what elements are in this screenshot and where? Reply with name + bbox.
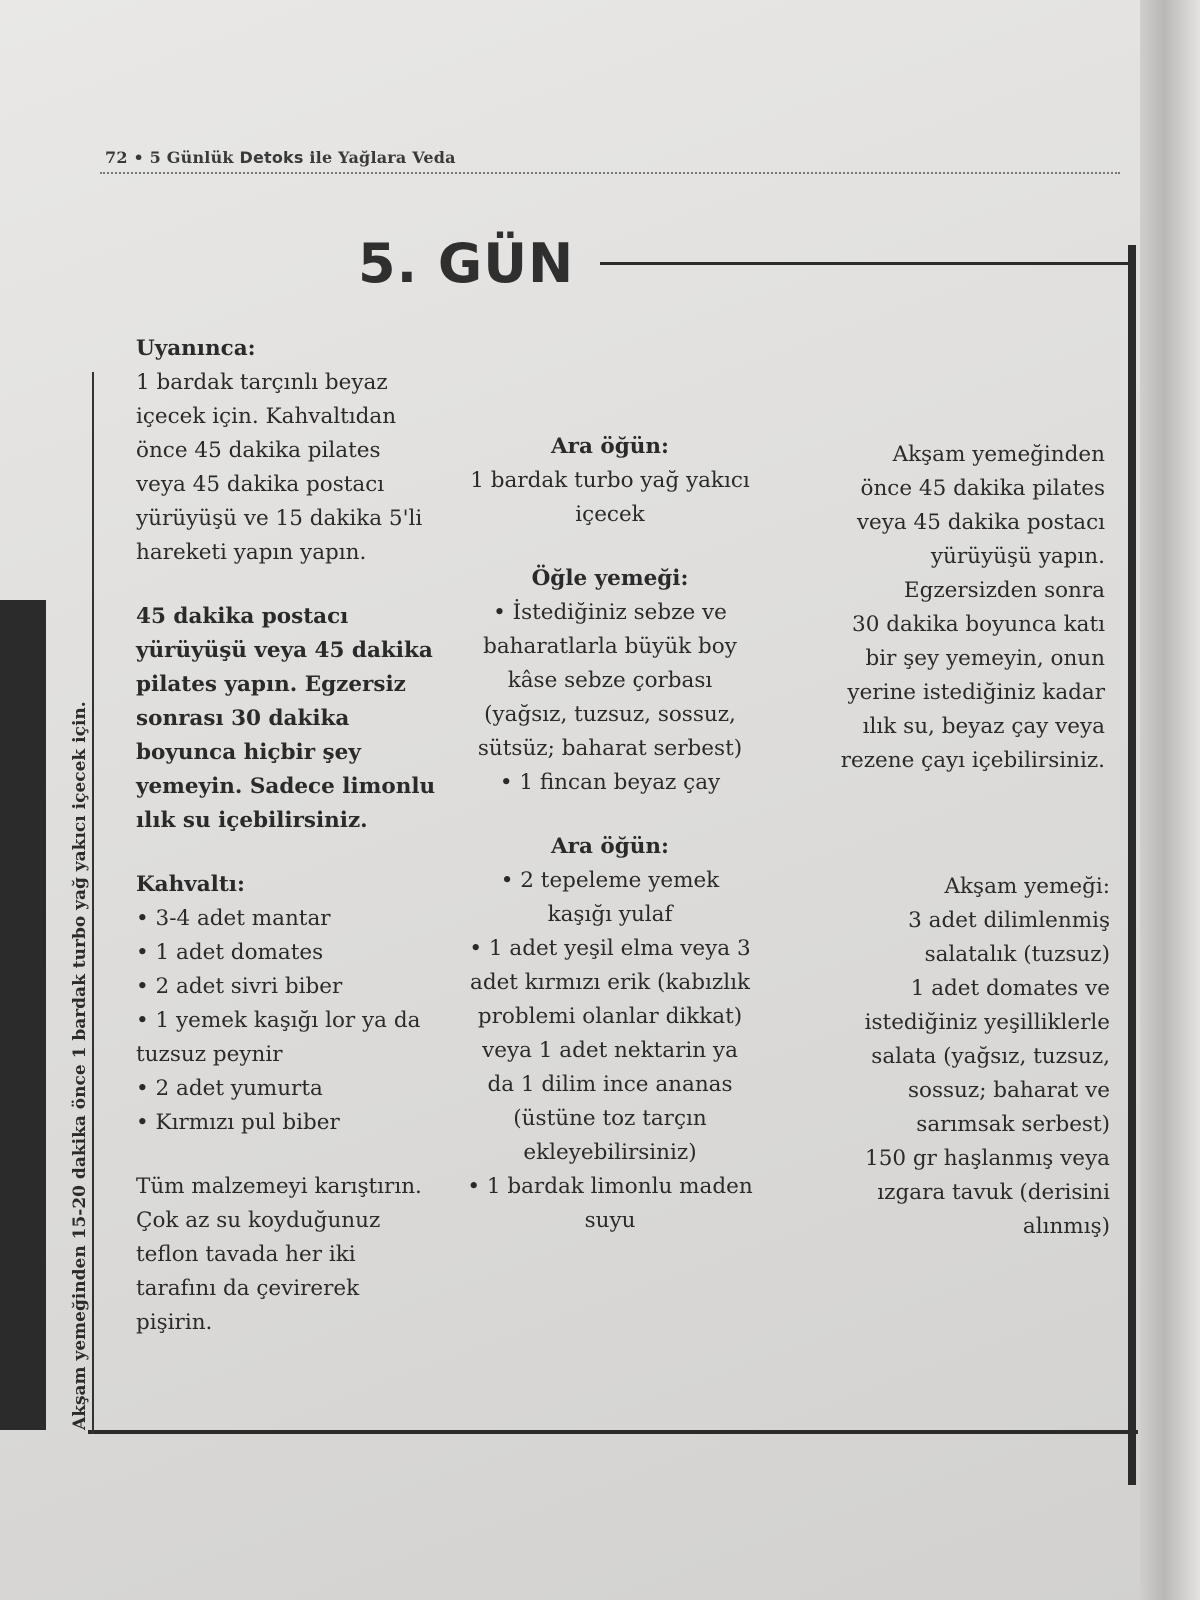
- text-line: teflon tavada her iki: [136, 1242, 356, 1267]
- text-line: yürüyüşü veya 45 dakika: [136, 638, 433, 663]
- text-line: rezene çayı içebilirsiniz.: [840, 748, 1105, 773]
- text-line: tarafını da çevirerek: [136, 1276, 360, 1301]
- text-line: içecek: [575, 502, 645, 527]
- text-line: kaşığı yulaf: [547, 902, 673, 927]
- text-line: da 1 dilim ince ananas: [487, 1072, 733, 1097]
- text-line: önce 45 dakika pilates: [860, 476, 1105, 501]
- text-line: • 2 adet sivri biber: [136, 974, 343, 999]
- day-title: 5. GÜN: [358, 232, 575, 295]
- text-line: kâse sebze çorbası: [507, 668, 713, 693]
- text-line: içecek için. Kahvaltıdan: [136, 404, 397, 429]
- header-brand: Detoks: [239, 148, 304, 167]
- text-line: yürüyüşü ve 15 dakika 5'li: [136, 506, 423, 531]
- text-line: Egzersizden sonra: [903, 578, 1105, 603]
- frame-right: [1128, 245, 1136, 1485]
- column-2: [465, 430, 755, 1238]
- ara2-list: [465, 864, 755, 1238]
- text-line: bir şey yemeyin, onun: [865, 646, 1105, 671]
- text-line: hareketi yapın yapın.: [136, 540, 367, 565]
- text-line: pilates yapın. Egzersiz: [136, 672, 406, 697]
- text-line: veya 45 dakika postacı: [136, 472, 385, 497]
- text-line: istediğiniz yeşilliklerle: [864, 1010, 1110, 1035]
- text-line: sonrası 30 dakika: [136, 706, 350, 731]
- text-line: suyu: [584, 1208, 636, 1233]
- text-line: • 1 bardak limonlu maden: [467, 1174, 753, 1199]
- exercise-text: [136, 600, 456, 838]
- text-line: (üstüne toz tarçın: [513, 1106, 707, 1131]
- frame-bottom: [88, 1430, 1138, 1434]
- frame-left: [92, 372, 94, 1434]
- header-bullet: •: [133, 148, 144, 167]
- text-line: 1 bardak turbo yağ yakıcı: [470, 468, 750, 493]
- text-line: yemeyin. Sadece limonlu: [136, 774, 436, 799]
- side-tab: [0, 600, 46, 1430]
- text-line: • 1 adet yeşil elma veya 3: [469, 936, 751, 961]
- text-line: • 2 adet yumurta: [136, 1076, 323, 1101]
- text-line: salatalık (tuzsuz): [924, 942, 1110, 967]
- column-3-dinner: [800, 870, 1110, 1244]
- text-line: • 1 fincan beyaz çay: [499, 770, 721, 795]
- ara1-heading: Ara öğün:: [551, 434, 669, 459]
- text-line: baharatlarla büyük boy: [483, 634, 737, 659]
- text-line: sossuz; baharat ve: [908, 1078, 1110, 1103]
- text-line: salata (yağsız, tuzsuz,: [871, 1044, 1110, 1069]
- text-line: ılık su içebilirsiniz.: [136, 808, 368, 833]
- text-line: • Kırmızı pul biber: [136, 1110, 340, 1135]
- text-line: tuzsuz peynir: [136, 1042, 283, 1067]
- title-rule: [600, 262, 1130, 265]
- side-note: Akşam yemeğinden 15-20 dakika önce 1 bardak turbo yağ yakıcı içecek için.: [70, 701, 90, 1430]
- text-line: ılık su, beyaz çay veya: [862, 714, 1105, 739]
- column-3-exercise: [790, 438, 1105, 778]
- text-line: ızgara tavuk (derisini: [877, 1180, 1110, 1205]
- text-line: 3 adet dilimlenmiş: [908, 908, 1110, 933]
- text-line: • 3-4 adet mantar: [136, 906, 331, 931]
- text-line: sütsüz; baharat serbest): [477, 736, 743, 761]
- pre-dinner-text: [790, 438, 1105, 778]
- ogle-heading: Öğle yemeği:: [531, 566, 689, 591]
- header-post: ile Yağlara Veda: [309, 148, 456, 167]
- text-line: • 1 yemek kaşığı lor ya da: [136, 1008, 421, 1033]
- text-line: (yağsız, tuzsuz, sossuz,: [484, 702, 736, 727]
- text-line: önce 45 dakika pilates: [136, 438, 381, 463]
- text-line: Akşam yemeğinden: [892, 442, 1105, 467]
- text-line: ekleyebilirsiniz): [523, 1140, 697, 1165]
- text-line: veya 1 adet nektarin ya: [482, 1038, 738, 1063]
- ogle-list: [465, 596, 755, 800]
- text-line: adet kırmızı erik (kabızlık: [470, 970, 750, 995]
- column-1: [136, 332, 456, 1340]
- text-line: Tüm malzemeyi karıştırın.: [136, 1174, 422, 1199]
- aksam-heading: Akşam yemeği:: [944, 874, 1110, 899]
- text-line: veya 45 dakika postacı: [856, 510, 1105, 535]
- text-line: pişirin.: [136, 1310, 213, 1335]
- text-line: 150 gr haşlanmış veya: [865, 1146, 1110, 1171]
- header-dotted-rule: [100, 172, 1120, 174]
- text-line: Çok az su koyduğunuz: [136, 1208, 381, 1233]
- instruction-text: [136, 1170, 456, 1340]
- text-line: alınmış): [1022, 1214, 1110, 1239]
- text-line: boyunca hiçbir şey: [136, 740, 361, 765]
- text-line: 1 adet domates ve: [910, 976, 1110, 1001]
- text-line: 1 bardak tarçınlı beyaz: [136, 370, 388, 395]
- text-line: yürüyüşü yapın.: [930, 544, 1105, 569]
- text-line: 45 dakika postacı: [136, 604, 349, 629]
- aksam-list: [800, 904, 1110, 1244]
- ara2-heading: Ara öğün:: [551, 834, 669, 859]
- text-line: yerine istediğiniz kadar: [847, 680, 1105, 705]
- text-line: • 1 adet domates: [136, 940, 324, 965]
- page-number: 72: [105, 148, 128, 167]
- kahvalti-heading: Kahvaltı:: [136, 872, 245, 897]
- kahvalti-list: [136, 902, 456, 1140]
- page-edge-shadow: [1140, 0, 1200, 1600]
- text-line: • 2 tepeleme yemek: [500, 868, 720, 893]
- text-line: 30 dakika boyunca katı: [852, 612, 1105, 637]
- text-line: sarımsak serbest): [916, 1112, 1110, 1137]
- header-pre: 5 Günlük: [149, 148, 234, 167]
- text-line: • İstediğiniz sebze ve: [493, 600, 727, 625]
- uyaninca-heading: Uyanınca:: [136, 336, 256, 361]
- uyaninca-text: [136, 366, 456, 570]
- ara1-text: [465, 464, 755, 532]
- running-header: [105, 148, 456, 167]
- text-line: problemi olanlar dikkat): [477, 1004, 743, 1029]
